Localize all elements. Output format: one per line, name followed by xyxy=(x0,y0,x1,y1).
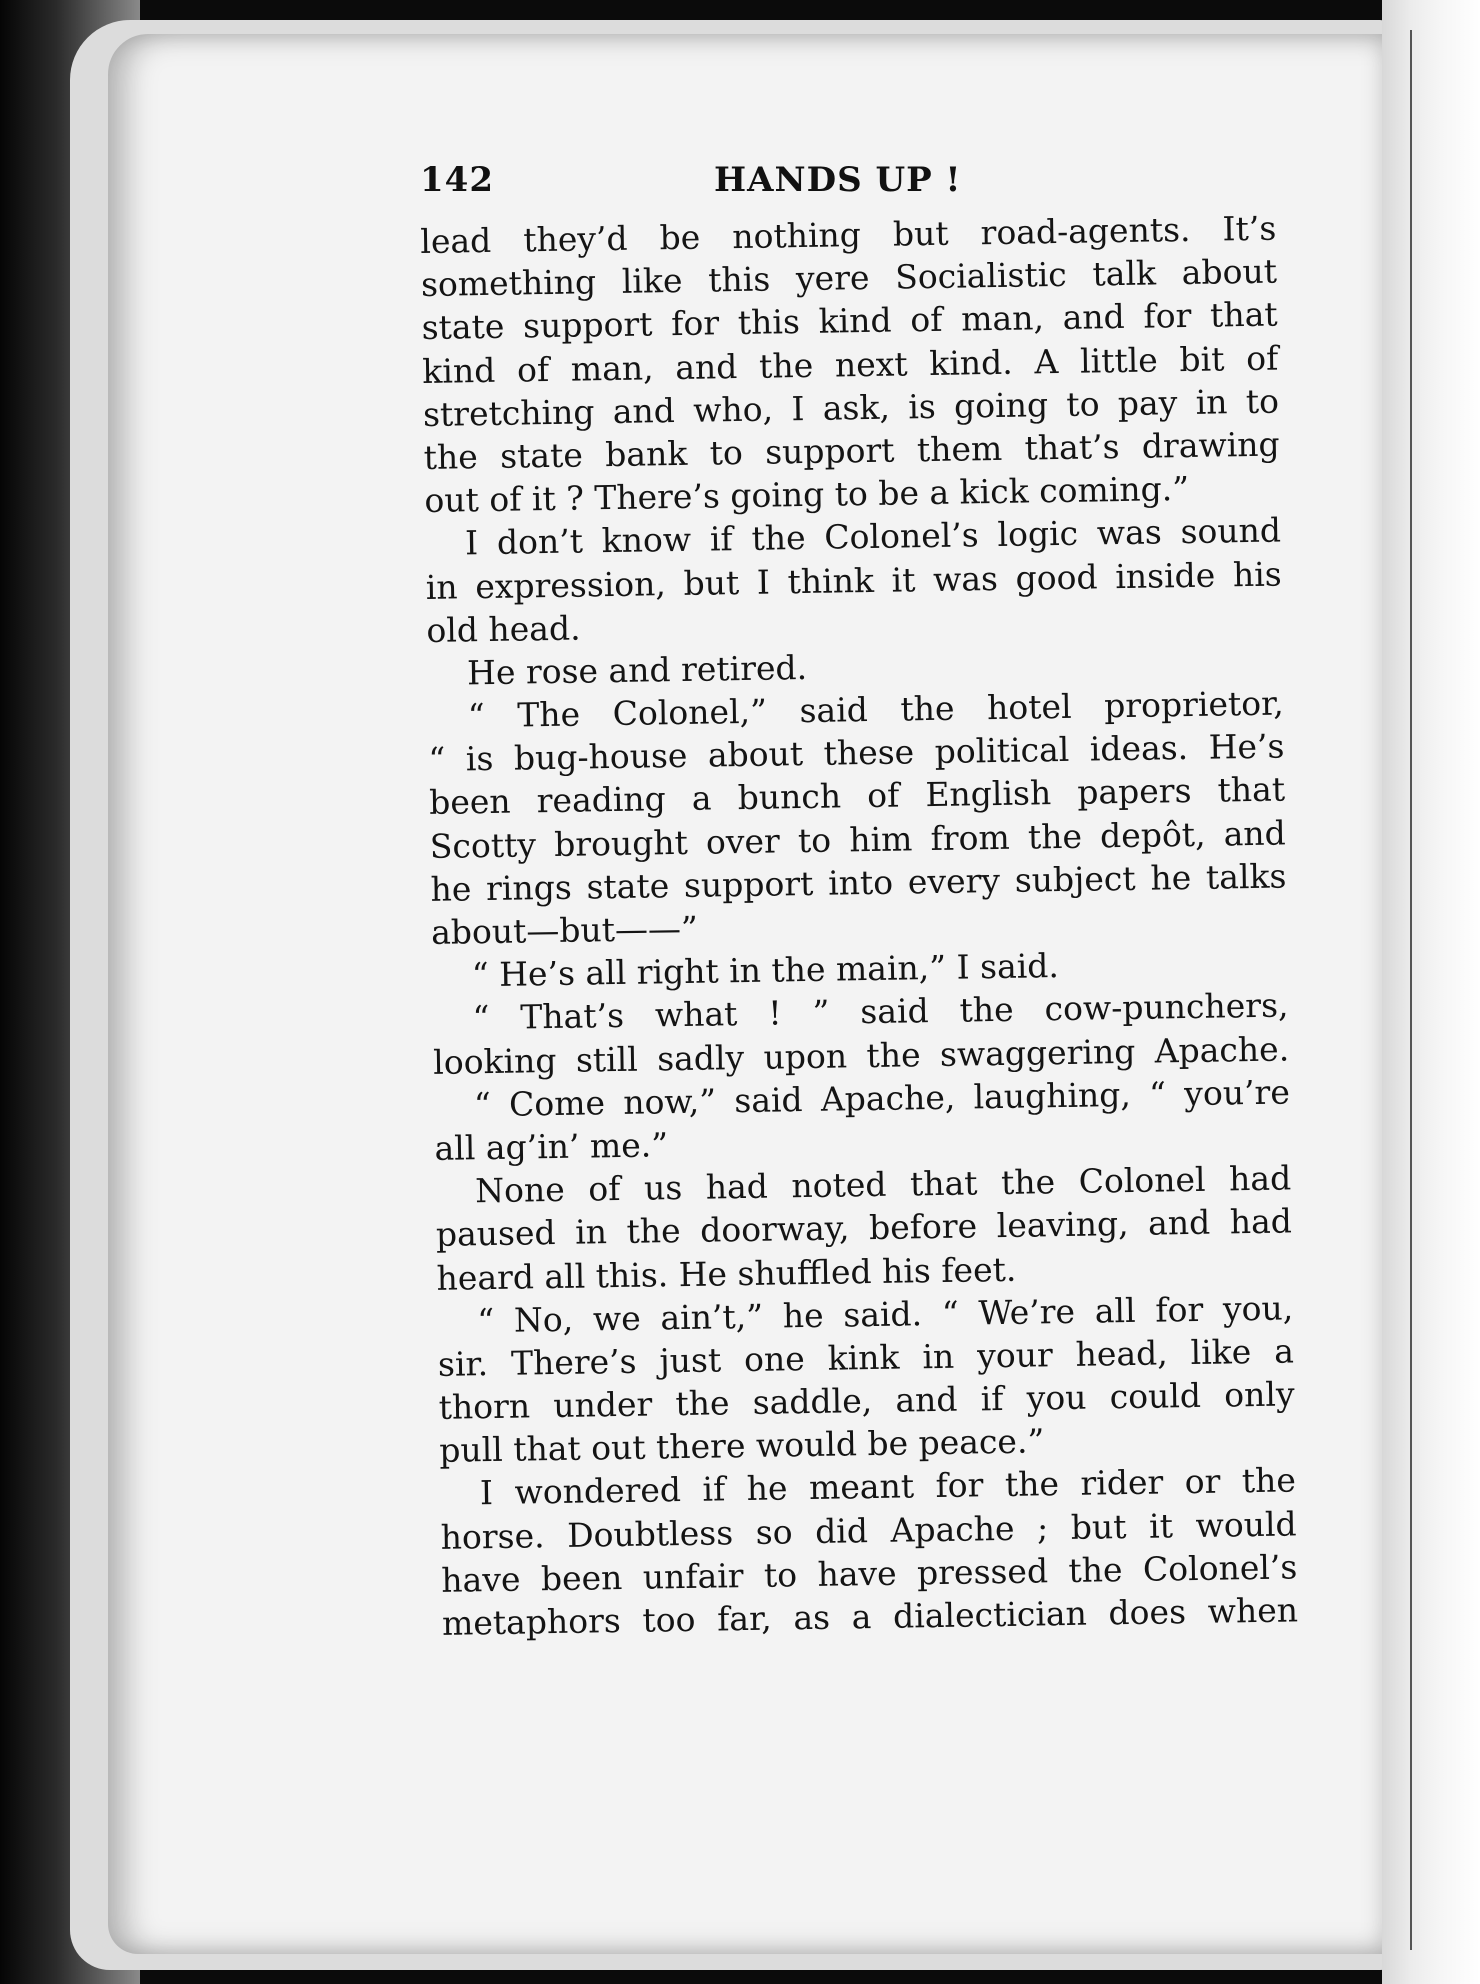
text-line: have been unfair to have pressed the Colonel’s xyxy=(441,1547,1298,1600)
page-header xyxy=(420,160,980,206)
text-line: looking still sadly upon the swaggering Apache. xyxy=(432,1029,1290,1082)
text-line: metaphors too far, as a dialectician does when xyxy=(441,1590,1299,1643)
text-line: thorn under the saddle, and if you could only xyxy=(438,1374,1295,1427)
text-line: “ That’s what ! ” said the cow-punchers, xyxy=(472,985,1289,1038)
text-line: something like this yere Socialistic talk about xyxy=(420,251,1278,305)
page-number: 142 xyxy=(420,160,494,200)
body-text xyxy=(420,207,1298,1645)
text-line: “ The Colonel,” said the hotel proprietor, xyxy=(467,683,1285,736)
text-line: heard all this. He shuffled his feet. xyxy=(436,1249,1017,1298)
text-line: about—but——” xyxy=(430,908,699,952)
text-line: lead they’d be nothing but road-agents. It’s xyxy=(420,208,1277,261)
text-line: stretching and who, I ask, is going to pay in to xyxy=(422,381,1280,434)
text-line: Scotty brought over to him from the depôt, and xyxy=(429,813,1287,866)
text-line: pull that out there would be peace.” xyxy=(439,1421,1045,1471)
facing-page-edge xyxy=(1382,0,1480,1984)
text-line: “ Come now,” said Apache, laughing, “ you’re xyxy=(473,1072,1291,1125)
text-line: the state bank to support them that’s drawing xyxy=(423,424,1280,477)
running-head: HANDS UP ! xyxy=(714,160,962,200)
text-line: old head. xyxy=(426,608,581,650)
text-line: None of us had noted that the Colonel had xyxy=(474,1158,1292,1211)
gutter-line xyxy=(1410,30,1412,1950)
text-line: all ag’in’ me.” xyxy=(434,1125,669,1168)
text-line: He rose and retired. xyxy=(466,647,808,693)
text-line: state support for this kind of man, and for that xyxy=(421,294,1278,348)
text-line: kind of man, and the next kind. A little bit of xyxy=(422,338,1279,391)
text-line: “ is bug-house about these political ideas. He’s xyxy=(428,726,1285,780)
text-line: “ No, we ain’t,” he said. “ We’re all for you, xyxy=(476,1288,1294,1340)
text-line: horse. Doubtless so did Apache ; but it would xyxy=(440,1504,1297,1557)
text-line: been reading a bunch of English papers that xyxy=(428,769,1286,823)
text-line: paused in the doorway, before leaving, and had xyxy=(435,1201,1293,1255)
text-line: sir. There’s just one kink in your head, like a xyxy=(437,1331,1295,1384)
text-line: he rings state support into every subject he talks xyxy=(430,856,1287,909)
text-line: “ He’s all right in the main,” I said. xyxy=(471,946,1060,995)
text-line: out of it ? There’s going to be a kick coming.” xyxy=(424,469,1190,521)
text-line: in expression, but I think it was good inside his xyxy=(425,554,1282,607)
text-line: I don’t know if the Colonel’s logic was sound xyxy=(464,510,1282,563)
text-line: I wondered if he meant for the rider or the xyxy=(479,1460,1297,1513)
